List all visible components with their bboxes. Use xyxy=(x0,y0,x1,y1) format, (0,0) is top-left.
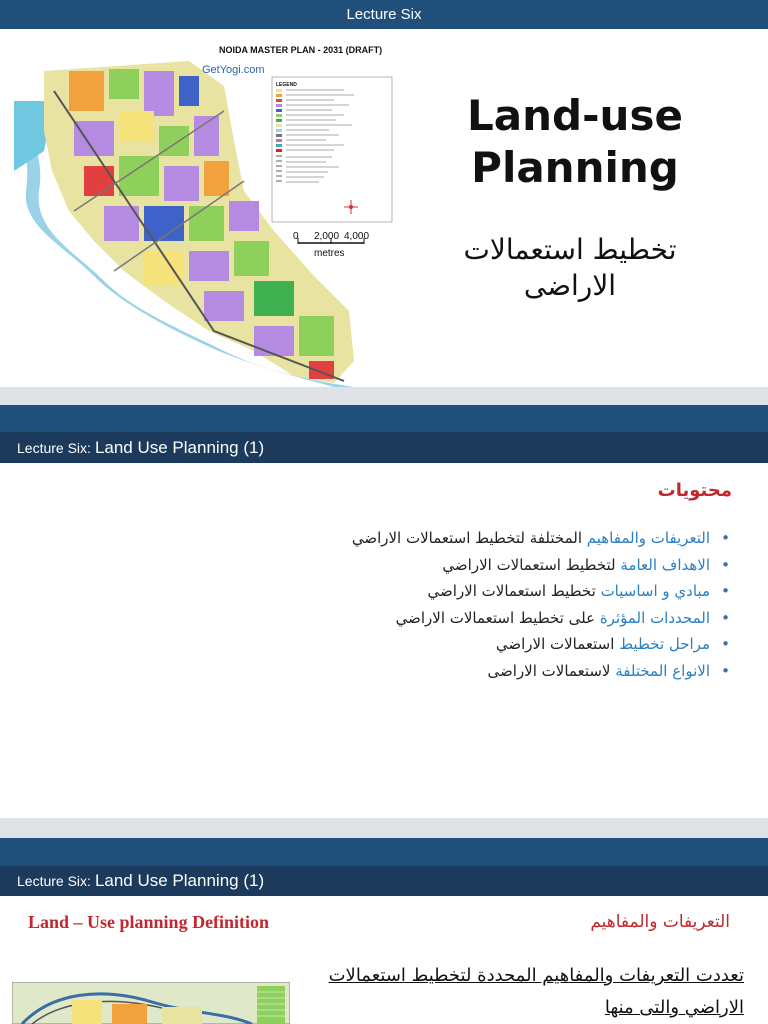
svg-text:2,000: 2,000 xyxy=(314,231,340,242)
svg-text:4,000: 4,000 xyxy=(344,231,370,242)
list-item: • الاهداف العامة لتخطيط استعمالات الاراضي xyxy=(352,552,730,579)
svg-text:0: 0 xyxy=(293,231,299,242)
list-item: • التعريفات والمفاهيم المختلفة لتخطيط استعمالات الاراضي xyxy=(352,525,730,552)
map-title: NOIDA MASTER PLAN - 2031 (DRAFT) xyxy=(219,45,383,55)
noida-master-plan-map xyxy=(14,31,394,387)
slide-header-title: Land Use Planning (1) xyxy=(94,437,265,457)
map-watermark: GetYogi.com xyxy=(202,64,265,76)
svg-text:metres: metres xyxy=(314,248,345,259)
definition-heading-ar: التعريفات والمفاهيم xyxy=(590,912,730,932)
slide-header: Lecture Six: Land Use Planning (1) xyxy=(0,432,768,463)
list-item: • مراحل تخطيط استعمالات الاراضي xyxy=(352,631,730,658)
legend-title: LEGEND xyxy=(276,82,297,88)
slide-header-title: Land Use Planning (1) xyxy=(94,871,265,890)
slide-header: Lecture Six: Land Use Planning (1) xyxy=(0,866,768,896)
slide-header-band xyxy=(0,405,768,432)
list-item: • المحددات المؤثرة على تخطيط استعمالات الاراضي xyxy=(352,605,730,632)
slide-title-bar xyxy=(0,0,768,29)
contents-list xyxy=(352,525,730,684)
slide-divider xyxy=(0,818,768,838)
slide-title: Lecture Six xyxy=(346,6,422,23)
definition-paragraph: تعددت التعريفات والمفاهيم المحددة لتخطيط استعمالات الاراضي والتى منها xyxy=(328,965,744,1018)
list-item: • مبادي و اساسيات تخطيط استعمالات الاراضي xyxy=(352,578,730,605)
list-item: • الانواع المختلفة لاستعمالات الاراضى xyxy=(352,658,730,685)
slide-arabic-title: تخطيط استعمالات الاراضى xyxy=(463,233,677,302)
contents-heading: محتويات xyxy=(657,480,732,501)
definition-heading-en: Land – Use planning Definition xyxy=(28,912,270,932)
slide-header-band xyxy=(0,838,768,866)
land-use-map-thumbnail xyxy=(12,982,290,1024)
slide-divider xyxy=(0,387,768,405)
slide-main-title: Land-use Planning xyxy=(467,91,683,192)
